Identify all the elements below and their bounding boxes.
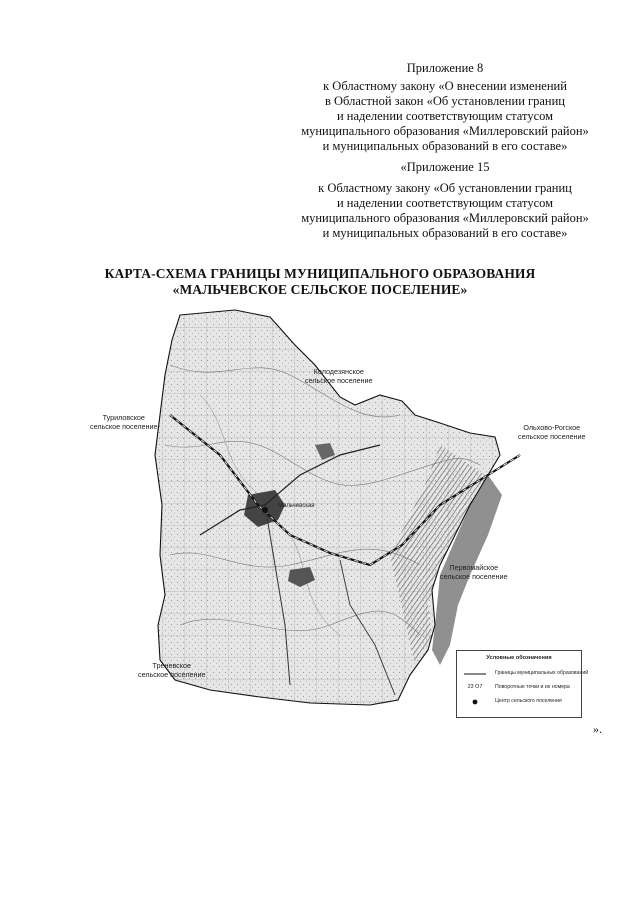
label-pervomayskoe: Первомайское сельское поселение [440,563,508,581]
turning-point-sample: 23 О7 [467,684,483,690]
legend-row-points [461,683,579,693]
boundary-line-icon [461,669,489,679]
label-olhovo-rogskoe: Ольхово-Рогское сельское поселение [518,423,586,441]
appendix-15-line: муниципального образования «Миллеровский район» [301,211,589,225]
appendix-8-line: и наделении соответствующим статусом [336,109,554,123]
legend-row-boundary [461,669,589,679]
closing-quote: ». [593,722,602,736]
appendix-15-line: и муниципальных образований в его составе» [322,226,568,240]
appendix-8-line: муниципального образования «Миллеровский район» [301,124,589,138]
appendix-8-line: и муниципальных образований в его составе» [322,139,568,153]
appendix-8-block [290,61,600,154]
legend-item-text: Центр сельского поселения [495,698,562,704]
label-kolodezyanskoe: Колодезянское сельское поселение [305,367,373,385]
legend-title: Условные обозначения [486,655,552,661]
appendix-15-line: к Областному закону «Об установлении границ [318,181,572,195]
map-heading-line-1: КАРТА-СХЕМА ГРАНИЦЫ МУНИЦИПАЛЬНОГО ОБРАЗОВАНИЯ [104,266,536,281]
appendix-8-line: в Областной закон «Об установлении границ [324,94,565,108]
legend-item-text: Границы муниципальных образований [495,670,589,676]
appendix-15-line: и наделении соответствующим статусом [336,196,554,210]
map-heading-line-2: «МАЛЬЧЕВСКОЕ СЕЛЬСКОЕ ПОСЕЛЕНИЕ» [172,282,468,297]
label-treneevskoe: Треневское сельское поселение [138,661,206,679]
map-legend [456,650,589,718]
appendix-8-line: к Областному закону «О внесении изменений [323,79,567,93]
legend-item-text: Поворотные точки и их номера [495,684,570,690]
appendix-15-title: «Приложение 15 [400,160,490,174]
village-center-icon [461,697,489,707]
label-turilovskoe: Туриловское сельское поселение [90,413,158,431]
appendix-8-title: Приложение 8 [406,61,484,75]
legend-row-center [461,697,579,707]
appendix-15-block [290,160,600,241]
map-heading [0,266,640,298]
label-malchevskaya: Мальчевская [278,503,315,509]
